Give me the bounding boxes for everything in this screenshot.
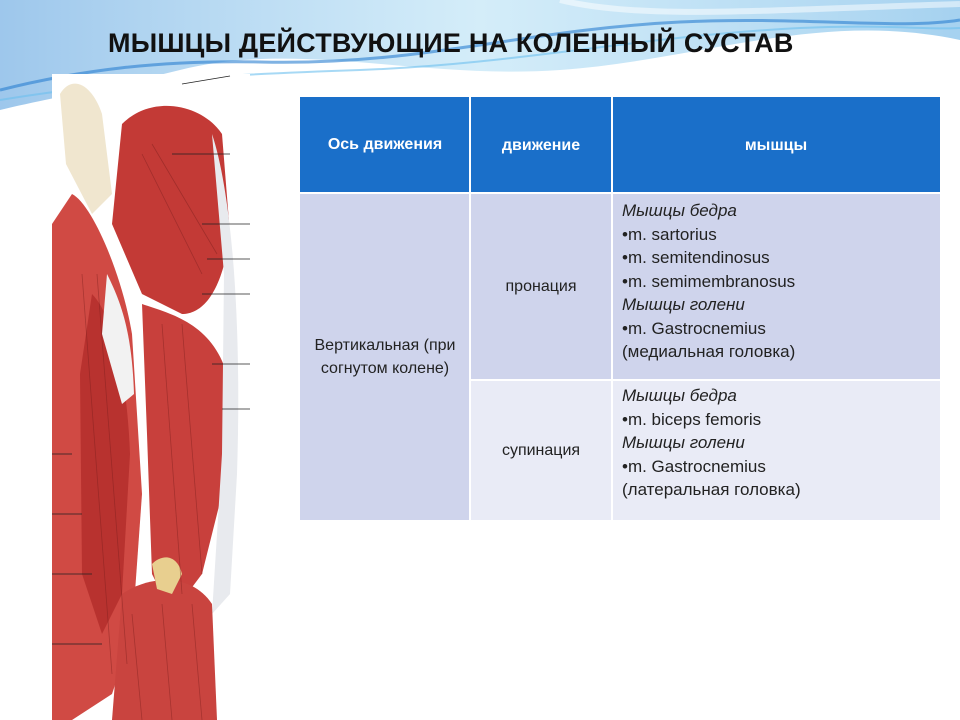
- muscle-line: •m. semimembranosus: [622, 271, 796, 291]
- movement-cell-pronation: [470, 193, 612, 380]
- grid-line: [611, 97, 613, 520]
- header-movement: движение: [470, 97, 612, 193]
- muscle-line: Мышцы голени: [622, 295, 745, 314]
- grid-line: [300, 192, 940, 194]
- axis-cell: [300, 193, 470, 520]
- header-muscles: мышцы: [612, 97, 940, 193]
- axis-text: Вертикальная (при согнутом колене): [314, 336, 456, 377]
- muscle-line: •m. Gastrocnemius: [622, 456, 766, 476]
- muscle-line: •m. biceps femoris: [622, 409, 762, 429]
- muscle-line: Мышцы бедра: [622, 386, 737, 405]
- movement-pronation: пронация: [505, 278, 577, 295]
- muscle-line: (латеральная головка): [622, 480, 801, 499]
- knee-muscles-table: [300, 97, 940, 520]
- movement-cell-supination: [470, 380, 612, 520]
- grid-line: [470, 379, 940, 381]
- muscles-cell-pronation: [612, 193, 940, 380]
- header-axis: Ось движения: [300, 97, 470, 193]
- muscle-line: •m. Gastrocnemius: [622, 318, 766, 338]
- page-title: МЫШЦЫ ДЕЙСТВУЮЩИЕ НА КОЛЕННЫЙ СУСТАВ: [108, 28, 794, 58]
- muscle-line: (медиальная головка): [622, 342, 796, 361]
- muscle-line: Мышцы бедра: [622, 201, 737, 220]
- grid-line: [469, 97, 471, 520]
- muscle-line: •m. sartorius: [622, 224, 717, 244]
- muscle-line: •m. semitendinosus: [622, 248, 770, 267]
- movement-supination: супинация: [501, 441, 581, 459]
- muscle-line: Мышцы голени: [622, 433, 745, 452]
- muscles-cell-supination: [612, 380, 940, 520]
- leg-muscle-illustration: [52, 74, 250, 720]
